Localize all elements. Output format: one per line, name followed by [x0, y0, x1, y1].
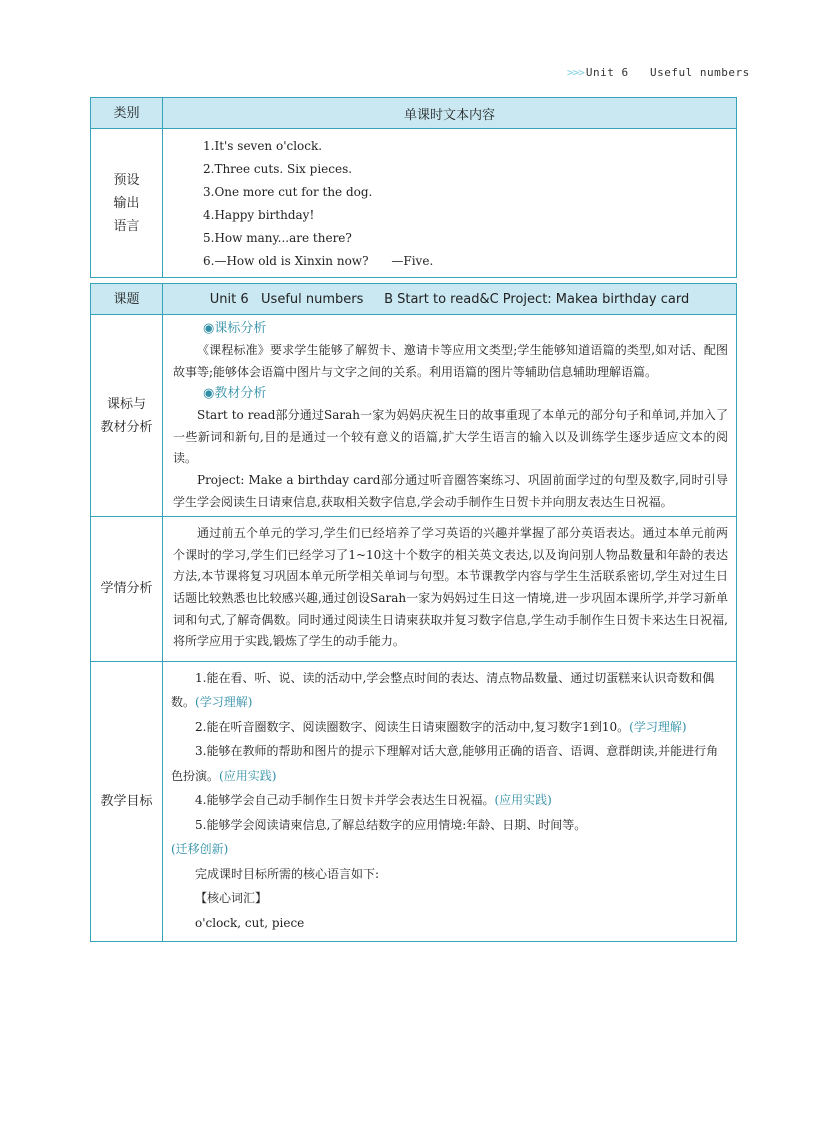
teaching-goals-list [163, 662, 736, 942]
curriculum-analysis-text: 《课程标准》要求学生能够了解贺卡、邀请卡等应用文类型;学生能够知道语篇的类型,如对话、配图故事等;能够体会语篇中图片与文字之间的关系。利用语篇的图片等辅助信息辅助理解语篇。 [173, 343, 728, 379]
goal-item [171, 739, 728, 788]
teaching-goals-label: 教学目标 [91, 661, 163, 942]
goal-item [171, 788, 728, 813]
goal-text: 5.能够学会阅读请柬信息,了解总结数字的应用情境:年龄、日期、时间等。 [195, 817, 587, 832]
goal-item [171, 666, 728, 715]
goal-5-tag: (迁移创新) [171, 842, 229, 857]
goal-text: 4.能够学会自己动手制作生日贺卡并学会表达生日祝福。 [195, 793, 495, 808]
learner-analysis-row [91, 517, 737, 662]
lesson-plan-table [90, 283, 737, 942]
lesson-title: Unit 6 Useful numbers B Start to read&C Project: Makea birthday card [163, 284, 737, 315]
analysis-row [91, 315, 737, 517]
core-vocab-title: 【核心词汇】 [195, 891, 268, 906]
core-vocab-list: o'clock, cut, piece [195, 915, 305, 930]
sentence-list-cell [163, 129, 737, 278]
lesson-title-row [91, 284, 737, 315]
textbook-analysis-text: Start to read部分通过Sarah一家为妈妈庆祝生日的故事重现了本单元的部分句子和单词,并加入了一些新词和新句,目的是通过一个较有意义的语篇,扩大学生语言的输入以及训练学生逐步适应文本的阅读。 [173, 408, 728, 466]
goal-tag: (应用实践) [494, 793, 552, 808]
curriculum-analysis-heading: ◉课标分析 [203, 321, 267, 336]
learner-analysis-text: 通过前五个单元的学习,学生们已经培养了学习英语的兴趣并掌握了部分英语表达。通过本单元前两个课时的学习,学生们已经学习了1~10这十个数字的相关英文表达,以及询问别人物品数量和年龄的表达方法,本节课将复习巩固本单元所学相关单词与句型。本节课教学内容与学生生活联系密切,学生对过生日话题比较熟悉也比较感兴趣,通过创设Sarah一家为妈妈过生日这一情境,进一步巩固本课所学,并学习新单词和句式,了解奇偶数。同时通过阅读生日请柬获取并复习数字信息,学生动手制作生日贺卡来达生日祝福,将所学应用于实践,锻炼了学生的动手能力。 [173, 526, 728, 649]
project-analysis-text: Project: Make a birthday card部分通过听音圈答案练习、巩固前面学过的句型及数字,同时引导学生学会阅读生日请柬信息,获取相关数字信息,学会动手制作生日贺卡并向朋友表达生日祝福。 [173, 472, 728, 509]
header-arrows: >>> [567, 66, 584, 79]
running-header [567, 66, 750, 79]
textbook-analysis-heading: ◉教材分析 [203, 386, 267, 402]
analysis-label: 课标与 教材分析 [91, 315, 163, 517]
goal-text: 1.能在看、听、说、读的活动中,学会整点时间的表达、清点物品数量、通过切蛋糕来认识奇数和偶数。 [171, 670, 715, 710]
table1-col1-header: 类别 [91, 98, 163, 129]
teaching-goals-cell [163, 661, 737, 942]
lesson-title-label: 课题 [91, 284, 163, 315]
sentence-item: 2.Three cuts. Six pieces. [203, 162, 353, 176]
sentence-item: 1.It's seven o'clock. [203, 139, 323, 153]
sentence-list [163, 129, 736, 277]
analysis-cell [163, 315, 737, 517]
core-language-intro: 完成课时目标所需的核心语言如下: [195, 866, 380, 881]
goal-tag: (学习理解) [195, 695, 253, 710]
header-unit-title: Unit 6 Useful numbers [585, 66, 750, 79]
goal-item [171, 813, 728, 838]
sentence-item: 6.—How old is Xinxin now? —Five. [203, 254, 434, 268]
learner-analysis-content [163, 517, 736, 661]
sentence-item: 5.How many...are there? [203, 231, 352, 245]
analysis-content [163, 315, 736, 516]
goal-text: 3.能够在教师的帮助和图片的提示下理解对话大意,能够用正确的语音、语调、意群朗读,并能进行角色扮演。 [171, 744, 719, 783]
preset-output-label: 预设 输出 语言 [91, 129, 163, 278]
sentence-item: 3.One more cut for the dog. [203, 185, 373, 199]
goal-tag: (应用实践) [219, 768, 277, 783]
goal-tag: (学习理解) [629, 719, 687, 734]
output-language-table [90, 97, 737, 278]
preset-output-row [91, 129, 737, 278]
goal-text: 2.能在听音圈数字、阅读圈数字、阅读生日请柬圈数字的活动中,复习数字1到10。 [195, 719, 630, 734]
learner-analysis-cell [163, 517, 737, 662]
teaching-goals-row [91, 661, 737, 942]
table1-header-row [91, 98, 737, 129]
learner-analysis-label: 学情分析 [91, 517, 163, 662]
table1-col2-header: 单课时文本内容 [163, 98, 737, 129]
sentence-item: 4.Happy birthday! [203, 208, 315, 222]
goal-item [171, 715, 728, 740]
